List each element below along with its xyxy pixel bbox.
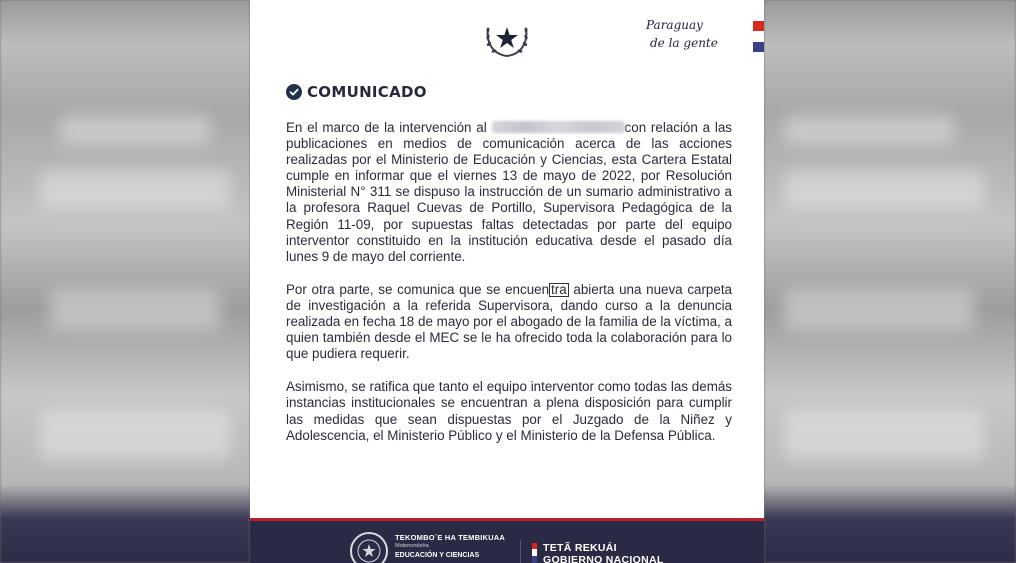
gov-line-2: GOBIERNO NACIONAL xyxy=(543,554,664,563)
government-logo-text xyxy=(543,542,664,563)
ministry-line-2: Motenondeha xyxy=(395,543,429,549)
paragraph-2-rest: abierta una nueva carpeta de investigación a la referida Supervisora, dando curso a la denuncia realizada en fecha 18 de mayo por el abogado de la familia de la víctima, a quien también desde el MEC se le ha ofrecido toda la colaboración para lo que pudiera requerir. xyxy=(286,281,732,362)
slogan-line-1: Paraguay xyxy=(646,18,703,32)
ministry-line-3: EDUCACIÓN Y CIENCIAS xyxy=(395,552,480,559)
blurred-background-left xyxy=(0,0,250,563)
ministry-logo-text xyxy=(395,533,505,559)
paragraph-2-start: Por otra parte, se comunica que se encuen xyxy=(286,281,550,297)
check-circle-icon xyxy=(286,84,302,100)
paragraph-3: Asimismo, se ratifica que tanto el equipo interventor como todas las demás instancias institucionales se encuentran a plena disposición para cumplir las medidas que sean dispuestas por el Juzgado de la Niñez y Adolescencia, el Ministerio Público y el Ministerio de la Defensa Pública. xyxy=(286,379,732,443)
footer-accent-line xyxy=(250,518,764,521)
national-seal-icon xyxy=(482,14,532,60)
slogan-line-2: de la gente xyxy=(650,36,718,50)
text-selection-box: tra xyxy=(551,281,567,297)
document-page xyxy=(250,0,764,563)
footer-flag xyxy=(532,543,537,563)
paragraph-1-start: En el marco de la intervención al xyxy=(286,120,487,135)
comunicado-heading xyxy=(286,81,427,103)
blurred-background-right xyxy=(764,0,1016,563)
footer-divider xyxy=(520,540,521,563)
paragraph-1-rest: con relación a las publicaciones en medios de comunicación acerca de las acciones realizadas por el Ministerio de Educación y Ciencias, esta Cartera Estatal cumple en informar que el viernes 13 de mayo de 2022, por Resolución Ministerial N° 311 se dispuso la instrucción de un sumario administrativo a la profesora Raquel Cuevas de Portillo, Supervisora Pedagógica de la Región 11-09, por supuestas faltas detectadas por parte del equipo interventor constituido en la institución educativa desde el pasado día lunes 9 de mayo del corriente. xyxy=(286,120,732,264)
paragraph-2 xyxy=(286,282,732,362)
flag-stripes xyxy=(753,21,764,54)
footer-banner xyxy=(250,518,764,563)
gov-line-1: TETÃ REKUÁI xyxy=(543,542,617,554)
paraguay-de-la-gente-logo xyxy=(646,16,736,58)
ministry-line-1: TEKOMBO´E HA TEMBIKUAA xyxy=(395,533,505,542)
communique-body xyxy=(286,120,732,461)
ministry-seal-icon xyxy=(350,532,388,563)
redacted-school-name xyxy=(492,121,625,133)
paragraph-1 xyxy=(286,120,732,265)
heading-title: COMUNICADO xyxy=(307,83,427,101)
